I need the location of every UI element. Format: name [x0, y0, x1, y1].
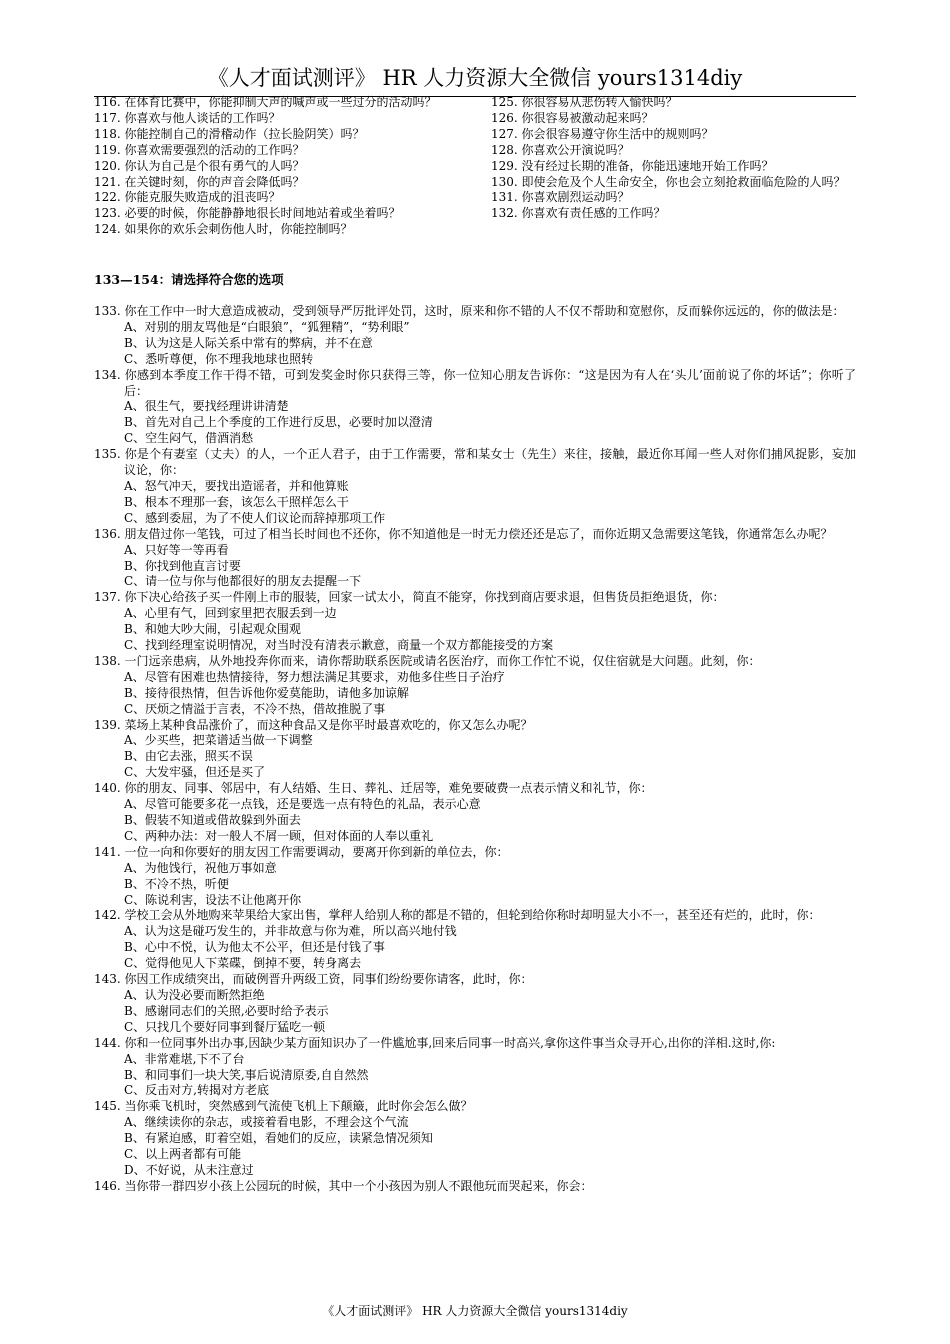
question-128: 128. 你喜欢公开演说吗？ [491, 142, 630, 157]
question-columns [94, 95, 856, 238]
option-b: B、假装不知道或借故躲到外面去 [124, 813, 301, 827]
question-stem: 138. 一门远亲患病，从外地投奔你而来，请你帮助联系医院或请名医治疗，而你工作忙不说，仅住宿就是大问题。此刻，你： [94, 653, 761, 668]
option-a: A、非常难堪,下不了台 [124, 1051, 245, 1066]
question-138 [94, 654, 856, 718]
option-c: C、悉听尊便，你不理我地球也照转 [124, 351, 314, 366]
question-126: 126. 你很容易被激动起来吗？ [491, 110, 654, 125]
option-a: A、认为没必要而断然拒绝 [124, 987, 265, 1002]
question-131: 131. 你喜欢剧烈运动吗？ [491, 190, 630, 205]
option-c: C、两种办法：对一般人不屑一顾，但对体面的人奉以重礼 [124, 828, 434, 843]
question-116: 116. 在体育比赛中，你能抑制大声的喊声或一些过分的活动吗？ [94, 95, 437, 109]
question-column-left [94, 95, 491, 238]
question-stem: 136. 朋友借过你一笔钱，可过了相当长时间也不还你，你不知道他是一时无力偿还还是忘了，而你近期又急需要这笔钱，你通常怎么办呢？ [94, 526, 833, 541]
question-stem: 137. 你下决心给孩子买一件刚上市的服装，回家一试太小，简直不能穿，你找到商店要求退，但售货员拒绝退货，你： [94, 590, 725, 605]
option-b: B、由它去涨，照买不误 [124, 749, 253, 764]
option-c: C、陈说利害，设法不让他离开你 [124, 892, 302, 907]
option-b: B、和她大吵大闹，引起观众围观 [124, 622, 301, 637]
question-130: 130. 即使会危及个人生命安全，你也会立刻抢救面临危险的人吗？ [491, 174, 846, 189]
option-c: C、请一位与你与他都很好的朋友去提醒一下 [124, 574, 362, 589]
question-stem: 141. 一位一向和你要好的朋友因工作需要调动，要离开你到新的单位去，你： [94, 844, 509, 859]
question-stem: 140. 你的朋友、同事、邻居中，有人结婚、生日、葬礼、迁居等，难免要破费一点表示情义和礼节，你： [94, 781, 653, 796]
option-a: A、认为这是碰巧发生的，并非故意与你为难，所以高兴地付钱 [124, 924, 457, 939]
option-b: B、你找到他直言讨要 [124, 558, 241, 573]
option-a: A、尽管有困难也热情接待，努力想法满足其要求，劝他多住些日子治疗 [124, 669, 505, 684]
option-a: A、尽管可能要多花一点钱，还是要选一点有特色的礼品，表示心意 [124, 797, 481, 812]
question-134 [94, 368, 856, 448]
option-b: B、首先对自己上个季度的工作进行反思，必要时加以澄清 [124, 415, 433, 430]
option-a: A、对别的朋友骂他是“白眼狼”，“狐狸精”，“势利眼” [124, 319, 410, 334]
choice-question-list [94, 304, 856, 1195]
question-132: 132. 你喜欢有责任感的工作吗？ [491, 206, 666, 221]
question-122: 122. 你能克服失败造成的沮丧吗？ [94, 190, 281, 205]
question-117: 117. 你喜欢与他人谈话的工作吗？ [94, 110, 281, 125]
option-c: C、感到委屈，为了不使人们议论而辞掉那项工作 [124, 510, 386, 525]
question-141 [94, 845, 856, 909]
option-a: A、为他饯行，祝他万事如意 [124, 860, 277, 875]
question-139 [94, 718, 856, 782]
question-144 [94, 1036, 856, 1100]
option-b: B、感谢同志们的关照,必要时给予表示 [124, 1003, 329, 1018]
question-127: 127. 你会很容易遵守你生活中的规则吗？ [491, 126, 714, 141]
question-140 [94, 781, 856, 845]
question-stem: 134. 你感到本季度工作干得不错，可到发奖金时你只获得三等，你一位知心朋友告诉你：“这是因为有人在‘头儿’面前说了你的坏话”；你听了后： [94, 367, 856, 398]
question-137 [94, 590, 856, 654]
section-title: 133—154：请选择符合您的选项 [94, 272, 284, 287]
question-119: 119. 你喜欢需要强烈的活动的工作吗？ [94, 142, 305, 157]
question-124: 124. 如果你的欢乐会刺伤他人时，你能控制吗？ [94, 222, 353, 237]
option-b: B、接待很热情，但告诉他你爱莫能助，请他多加谅解 [124, 685, 409, 700]
question-121: 121. 在关键时刻，你的声音会降低吗？ [94, 174, 305, 189]
option-c: C、大发牢骚，但还是买了 [124, 765, 266, 780]
option-c: C、找到经理室说明情况，对当时没有清表示歉意，商量一个双方都能接受的方案 [124, 638, 554, 653]
page-footer: 《人才面试测评》 HR 人力资源大全微信 yours1314diy [322, 1304, 628, 1318]
question-stem: 144. 你和一位同事外出办事,因缺少某方面知识办了一件尴尬事,回来后同事一时高兴,拿你这件事当众寻开心,出你的洋相.这时,你: [94, 1035, 776, 1050]
option-a: A、很生气，要找经理讲讲清楚 [124, 399, 289, 414]
option-c: C、以上两者都有可能 [124, 1147, 242, 1162]
question-stem: 142. 学校工会从外地购来苹果给大家出售，掌秤人给别人称的都是不错的，但轮到给你称时却明显大小不一，甚至还有烂的，此时，你： [94, 908, 821, 923]
question-stem: 133. 你在工作中一时大意造成被动，受到领导严厉批评处罚，这时，原来和你不错的人不仅不帮助和宽慰你，反而躲你远远的，你的做法是： [94, 304, 845, 318]
question-stem: 145. 当你乘飞机时，突然感到气流使飞机上下颠簸，此时你会怎么做？ [94, 1099, 473, 1114]
question-120: 120. 你认为自己是个很有勇气的人吗？ [94, 158, 305, 173]
question-136 [94, 527, 856, 591]
question-column-right [491, 95, 856, 238]
option-b: B、和同事们一块大笑,事后说清原委,自自然然 [124, 1067, 369, 1082]
question-stem: 146. 当你带一群四岁小孩上公园玩的时候，其中一个小孩因为别人不跟他玩而哭起来，你会： [94, 1178, 593, 1193]
option-b: B、根本不理那一套，该怎么干照样怎么干 [124, 494, 349, 509]
option-b: B、不冷不热，听便 [124, 876, 229, 891]
question-129: 129. 没有经过长期的准备，你能迅速地开始工作吗？ [491, 158, 774, 173]
option-d: D、不好说，从未注意过 [124, 1162, 254, 1177]
option-c: C、觉得他见人下菜碟，倒掉不要，转身离去 [124, 956, 362, 971]
question-133 [94, 304, 856, 368]
option-c: C、只找几个要好同事到餐厅猛吃一顿 [124, 1019, 326, 1034]
question-146 [94, 1179, 856, 1195]
option-b: B、认为这是人际关系中常有的弊病，并不在意 [124, 335, 373, 350]
option-a: A、少买些，把菜谱适当做一下调整 [124, 733, 313, 748]
question-125: 125. 你很容易从悲伤转入愉快吗？ [491, 95, 678, 109]
option-a: A、怒气冲天，要找出造谣者，并和他算账 [124, 478, 349, 493]
question-135 [94, 447, 856, 527]
question-stem: 143. 你因工作成绩突出，而破例晋升两级工资，同事们纷纷要你请客，此时，你： [94, 972, 533, 987]
option-a: A、继续读你的杂志，或接着看电影，不理会这个气流 [124, 1115, 409, 1130]
option-b: B、有紧迫感，盯着空姐，看她们的反应，读紧急情况须知 [124, 1131, 433, 1146]
option-a: A、心里有气，回到家里把衣服丢到一边 [124, 606, 337, 621]
page-header: 《人才面试测评》 HR 人力资源大全微信 yours1314diy [94, 62, 856, 97]
question-123: 123. 必要的时候，你能静静地很长时间地站着或坐着吗？ [94, 206, 401, 221]
option-a: A、只好等一等再看 [124, 542, 229, 557]
question-stem: 139. 菜场上某种食品涨价了，而这种食品又是你平时最喜欢吃的，你又怎么办呢？ [94, 717, 533, 732]
option-c: C、空生闷气，借酒消愁 [124, 431, 254, 446]
question-143 [94, 972, 856, 1036]
question-118: 118. 你能控制自己的滑稽动作（拉长脸阴笑）吗？ [94, 126, 365, 141]
question-stem: 135. 你是个有妻室（丈夫）的人，一个正人君子，由于工作需要，常和某女士（先生）来往，接触，最近你耳闻一些人对你们捕风捉影，妄加议论，你： [94, 447, 856, 478]
option-b: B、心中不悦，认为他太不公平，但还是付钱了事 [124, 940, 385, 955]
question-145 [94, 1099, 856, 1179]
option-c: C、厌烦之情溢于言表，不冷不热，借故推脱了事 [124, 701, 386, 716]
option-c: C、反击对方,转揭对方老底 [124, 1083, 269, 1098]
question-142 [94, 908, 856, 972]
